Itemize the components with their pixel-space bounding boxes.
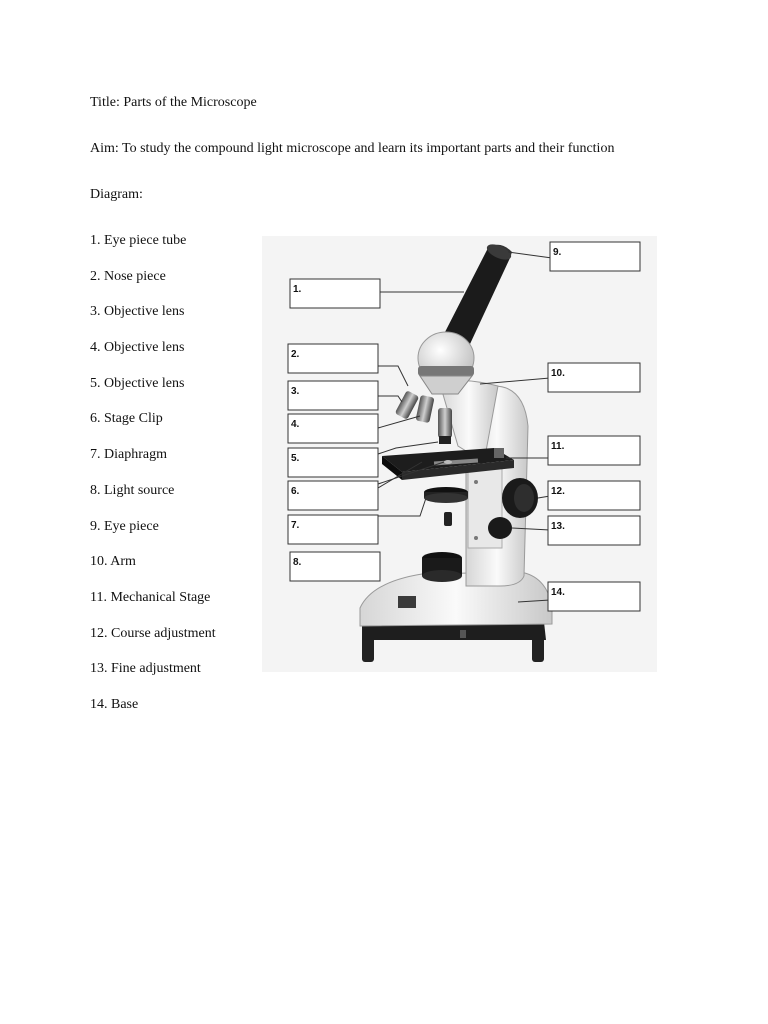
label-number-3: 3. — [291, 386, 300, 397]
page-title: Title: Parts of the Microscope — [90, 95, 257, 110]
part-item-6: 6. Stage Clip — [90, 411, 163, 427]
label-number-6: 6. — [291, 486, 300, 497]
label-box-8 — [290, 552, 380, 581]
label-number-11: 11. — [551, 441, 565, 452]
label-box-13 — [548, 516, 640, 545]
parts-list — [90, 232, 216, 732]
part-item-13: 13. Fine adjustment — [90, 661, 201, 677]
label-box-11 — [548, 436, 640, 465]
label-box-12 — [548, 481, 640, 510]
part-item-12: 12. Course adjustment — [90, 625, 216, 641]
microscope-diagram — [262, 236, 662, 672]
nose-piece-ring — [418, 366, 474, 376]
part-item-14: 14. Base — [90, 696, 139, 712]
label-number-2: 2. — [291, 349, 300, 360]
part-item-8: 8. Light source — [90, 482, 175, 498]
label-number-14: 14. — [551, 587, 565, 598]
label-box-5 — [288, 448, 378, 477]
light-source — [422, 552, 462, 582]
part-item-1: 1. Eye piece tube — [90, 233, 187, 248]
aim-text: Aim: To study the compound light microscope and learn its important parts and their function — [90, 141, 615, 156]
label-box-6 — [288, 481, 378, 510]
part-item-4: 4. Objective lens — [90, 340, 185, 356]
part-item-3: 3. Objective lens — [90, 304, 185, 320]
label-box-4 — [288, 414, 378, 443]
label-number-5: 5. — [291, 453, 300, 464]
label-number-4: 4. — [291, 419, 300, 430]
part-item-11: 11. Mechanical Stage — [90, 589, 211, 605]
label-box-1 — [290, 279, 380, 308]
part-item-7: 7. Diaphragm — [90, 447, 167, 463]
label-box-2 — [288, 344, 378, 373]
part-item-2: 2. Nose piece — [90, 268, 166, 284]
diaphragm — [424, 487, 468, 503]
part-item-9: 9. Eye piece — [90, 518, 159, 534]
label-box-7 — [288, 515, 378, 544]
logo-badge — [398, 596, 416, 608]
fine-adjustment-knob — [488, 517, 512, 539]
label-number-9: 9. — [553, 247, 562, 258]
label-number-1: 1. — [293, 284, 302, 295]
label-number-8: 8. — [293, 557, 302, 568]
part-item-10: 10. Arm — [90, 554, 136, 570]
label-number-13: 13. — [551, 521, 565, 532]
microscope-svg — [262, 236, 662, 672]
label-box-9 — [550, 242, 640, 271]
label-number-7: 7. — [291, 520, 300, 531]
label-number-12: 12. — [551, 486, 565, 497]
part-item-5: 5. Objective lens — [90, 375, 185, 391]
label-box-14 — [548, 582, 640, 611]
label-box-3 — [288, 381, 378, 410]
label-box-10 — [548, 363, 640, 392]
diagram-heading: Diagram: — [90, 187, 143, 202]
label-number-10: 10. — [551, 368, 565, 379]
